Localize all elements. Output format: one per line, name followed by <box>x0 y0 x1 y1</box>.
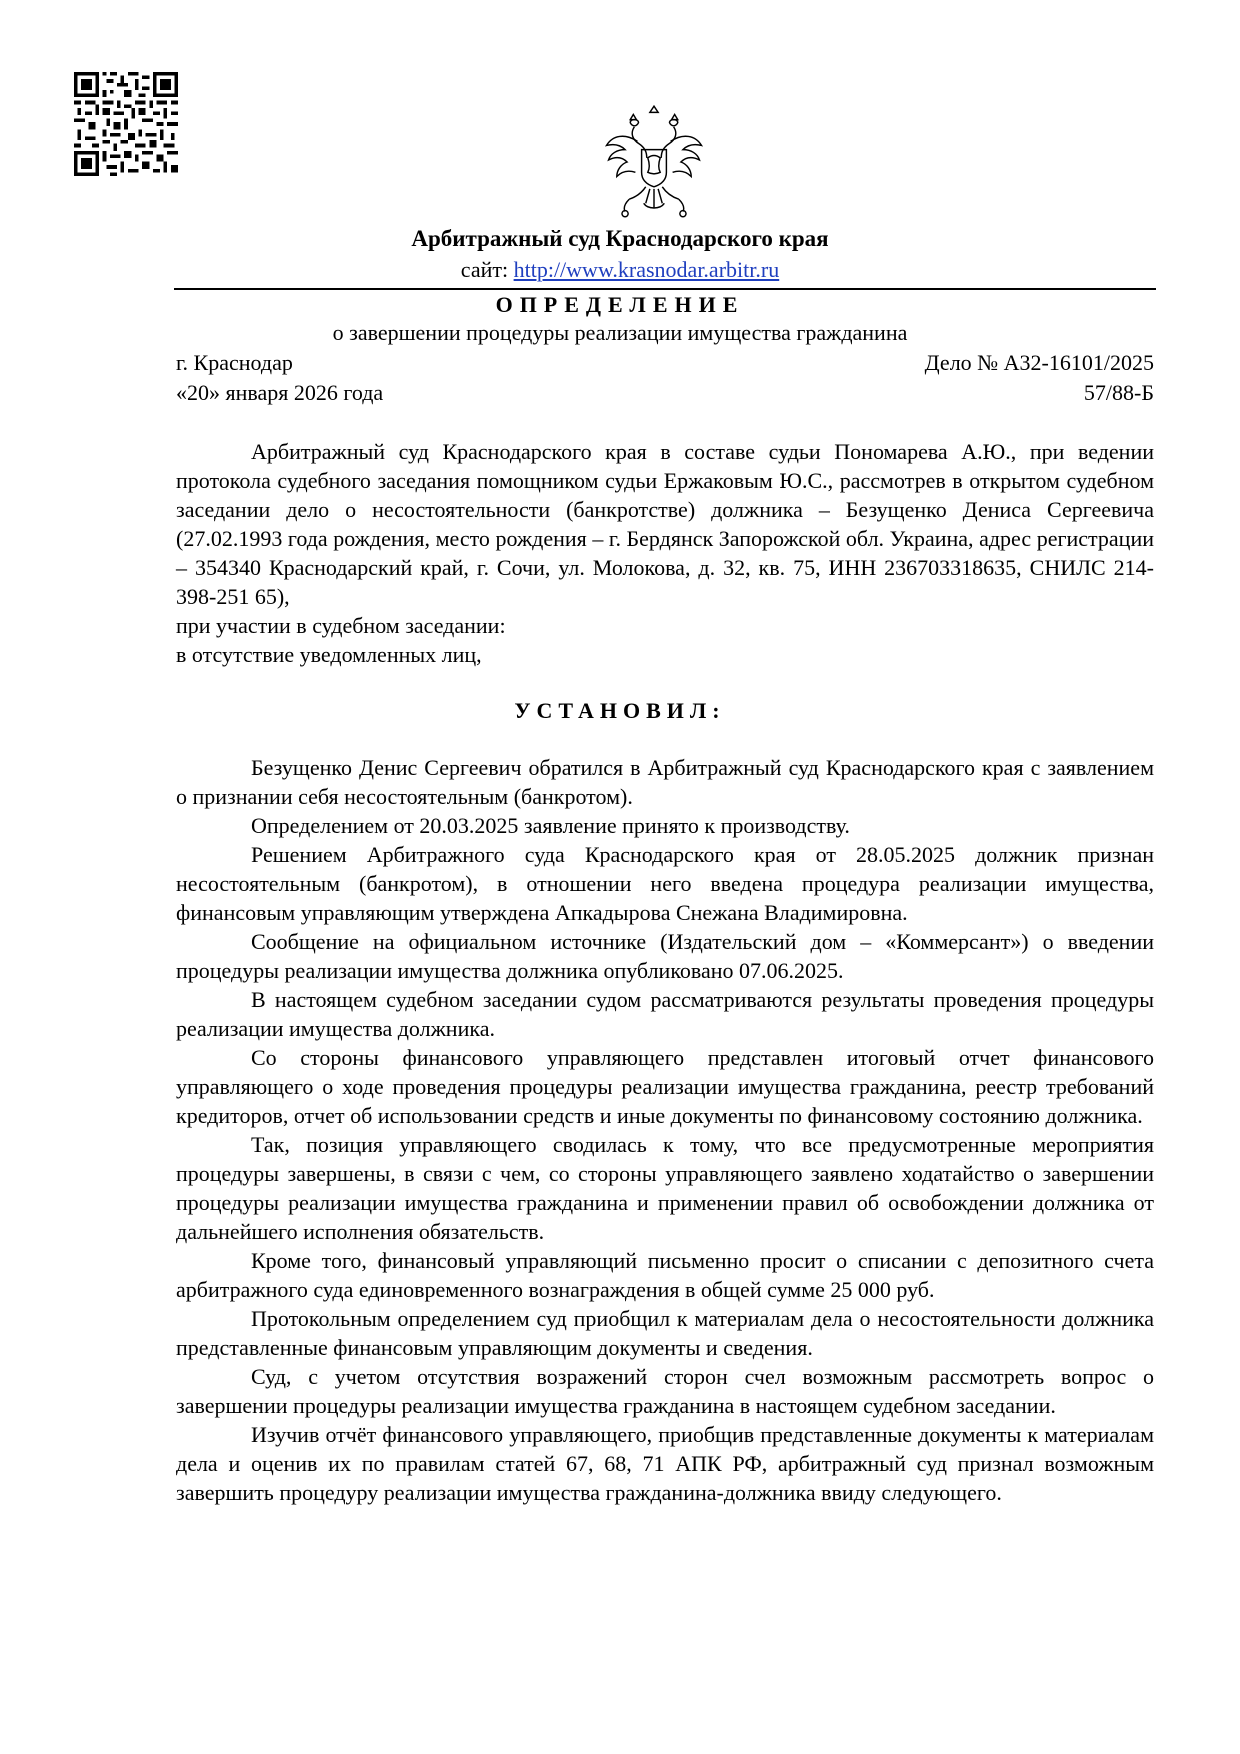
intro-paragraph: в отсутствие уведомленных лиц, <box>176 642 482 667</box>
body-paragraph: Так, позиция управляющего сводилась к тому, что все предусмотренные мероприятия процедуры завершены, в связи с чем, со стороны управляющего заявлено ходатайство о завершении процедуры реализации имущества гражданина и применении правил об освобождении должника от дальнейшего исполнения обязательств. <box>176 1132 1154 1244</box>
intro-paragraph: при участии в судебном заседании: <box>176 613 506 638</box>
intro-paragraph: Арбитражный суд Краснодарского края в составе судьи Пономарева А.Ю., при ведении протокола судебного заседания помощником судьи Ержаковым Ю.С., рассмотрев в открытом судебном заседании дело о несостоятельности (банкротстве) должника – Безущенко Дениса Сергеевича (27.02.1993 года рождения, место рождения – г. Бердянск Запорожской обл. Украина, адрес регистрации – 354340 Краснодарский край, г. Сочи, ул. Молокова, д. 32, кв. 75, ИНН 236703318635, СНИЛС 214-398-251 65), <box>176 439 1154 609</box>
body-paragraph: Безущенко Денис Сергеевич обратился в Арбитражный суд Краснодарского края с заявлением о признании себя несостоятельным (банкротом). <box>176 755 1154 809</box>
document-subtitle: о завершении процедуры реализации имущества гражданина <box>332 320 908 345</box>
registration-number: 57/88-Б <box>1083 380 1154 405</box>
site-label: сайт: <box>460 257 514 282</box>
document-date: «20» января 2026 года <box>176 380 384 405</box>
section-heading: УСТАНОВИЛ: <box>514 698 726 723</box>
body-paragraph: Суд, с учетом отсутствия возражений сторон счел возможным рассмотреть вопрос о завершении процедуры реализации имущества гражданина в настоящем судебном заседании. <box>176 1364 1154 1418</box>
body-paragraph: Определением от 20.03.2025 заявление принято к производству. <box>251 813 850 838</box>
document-title: ОПРЕДЕЛЕНИЕ <box>495 292 745 317</box>
court-website <box>0 255 1240 285</box>
document-body <box>176 753 1154 1507</box>
city: г. Краснодар <box>176 350 293 375</box>
site-link[interactable]: http://www.krasnodar.arbitr.ru <box>513 257 780 282</box>
court-name: Арбитражный суд Краснодарского края <box>411 226 829 251</box>
qr-code-icon <box>74 72 178 176</box>
case-number: Дело № А32-16101/2025 <box>924 350 1154 375</box>
body-paragraph: В настоящем судебном заседании судом рассматриваются результаты проведения процедуры реализации имущества должника. <box>176 987 1154 1041</box>
coat-of-arms-icon <box>602 100 706 224</box>
introduction <box>176 437 1154 669</box>
meta-row-date <box>176 378 1154 408</box>
meta-row-location <box>176 348 1154 378</box>
body-paragraph: Решением Арбитражного суда Краснодарского края от 28.05.2025 должник признан несостоятельным (банкротом), в отношении него введена процедура реализации имущества, финансовым управляющим утверждена Апкадырова Снежана Владимировна. <box>176 842 1154 925</box>
body-paragraph: Кроме того, финансовый управляющий письменно просит о списании с депозитного счета арбитражного суда единовременного вознаграждения в общей сумме 25 000 руб. <box>176 1248 1154 1302</box>
body-paragraph: Со стороны финансового управляющего представлен итоговый отчет финансового управляющего о ходе проведения процедуры реализации имущества гражданина, реестр требований кредиторов, отчет об использовании средств и иные документы по финансовому состоянию должника. <box>176 1045 1154 1128</box>
body-paragraph: Сообщение на официальном источнике (Издательский дом – «Коммерсант») о введении процедуры реализации имущества должника опубликовано 07.06.2025. <box>176 929 1154 983</box>
body-paragraph: Протокольным определением суд приобщил к материалам дела о несостоятельности должника представленные финансовым управляющим документы и сведения. <box>176 1306 1154 1360</box>
body-paragraph: Изучив отчёт финансового управляющего, приобщив представленные документы к материалам дела и оценив их по правилам статей 67, 68, 71 АПК РФ, арбитражный суд признал возможным завершить процедуру реализации имущества гражданина-должника ввиду следующего. <box>176 1422 1154 1505</box>
